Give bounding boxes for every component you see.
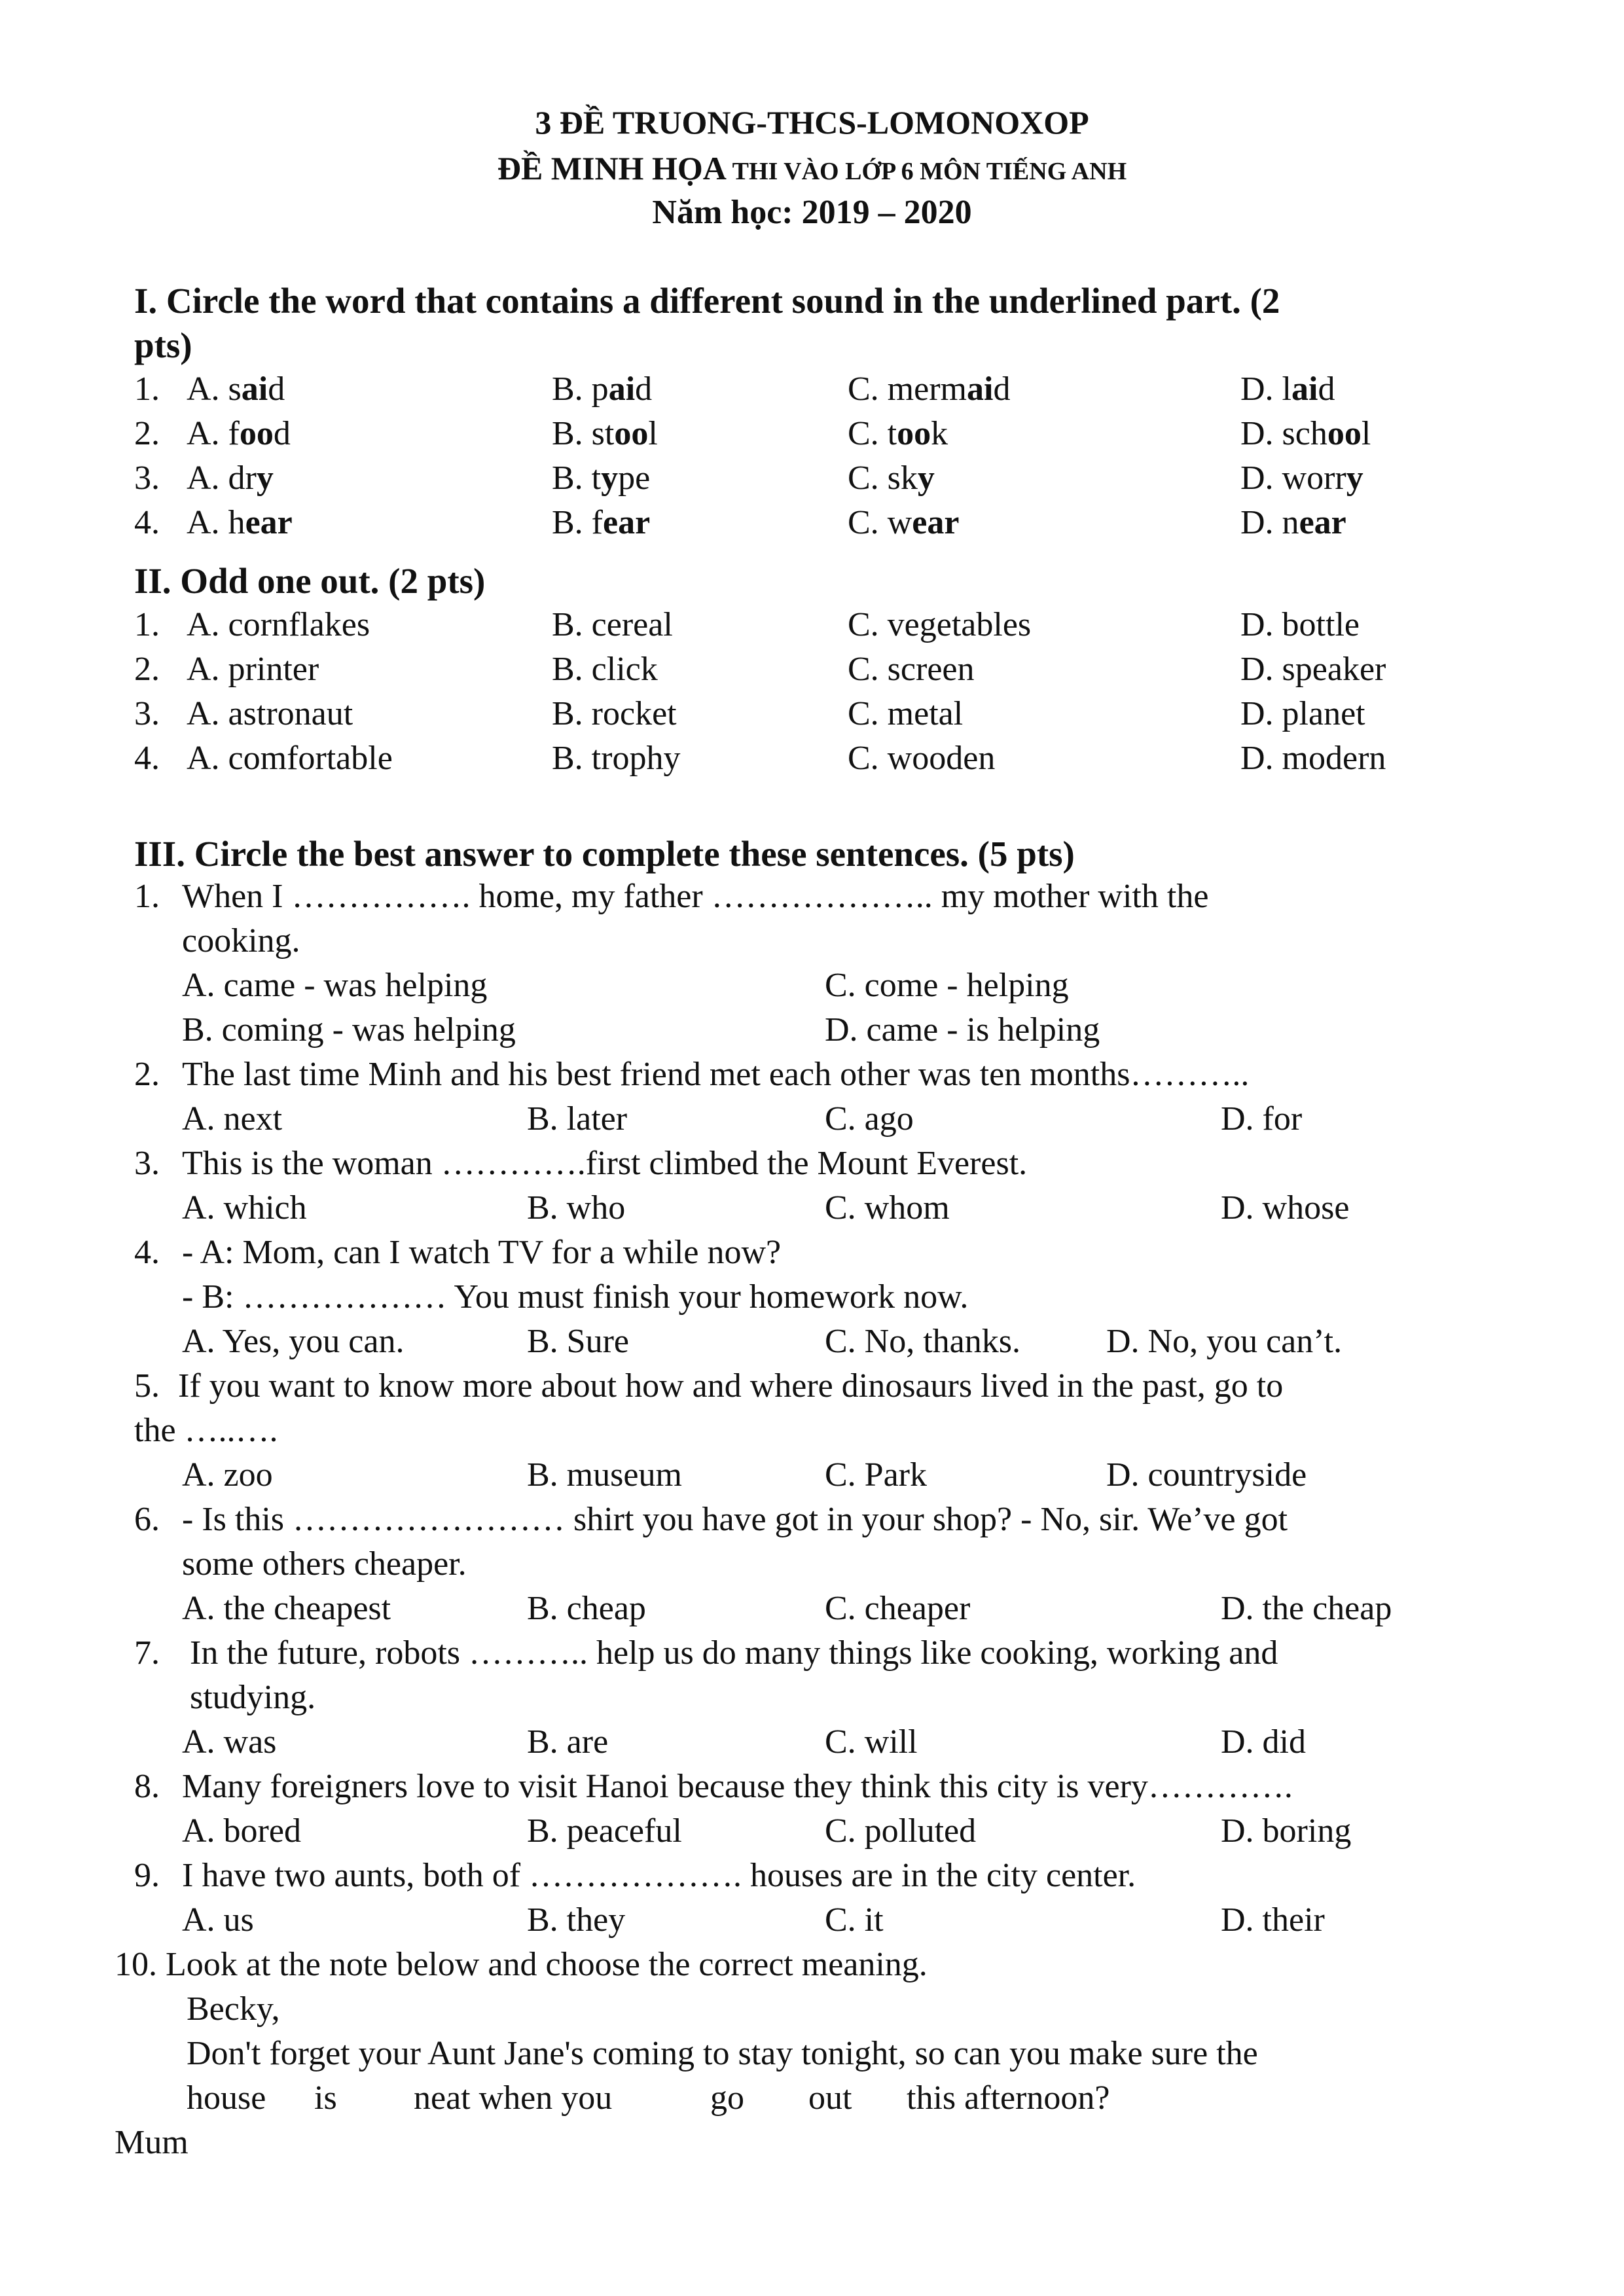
note-word-neat: neat when you	[414, 2079, 613, 2117]
q2-number: 2.	[134, 1056, 160, 1093]
s1-option-b[interactable]	[552, 459, 650, 498]
word-part: l	[648, 415, 658, 452]
s1-option-a[interactable]	[187, 414, 291, 454]
word-part: d	[1318, 370, 1335, 408]
section2-title: II. Odd one out. (2 pts)	[134, 561, 486, 601]
underlined-part: ai	[241, 370, 268, 408]
s2-option-b[interactable]: B. rocket	[552, 695, 677, 732]
q8-option-b[interactable]: B. peaceful	[527, 1812, 682, 1850]
q7-text: In the future, robots ……….. help us do many things like cooking, working and	[190, 1634, 1278, 1672]
word-part: A. h	[187, 504, 245, 541]
q2-option-b[interactable]: B. later	[527, 1100, 628, 1138]
q7-number: 7.	[134, 1634, 160, 1672]
q8-number: 8.	[134, 1768, 160, 1805]
q9-option-d[interactable]: D. their	[1221, 1901, 1325, 1939]
q4-option-b[interactable]: B. Sure	[527, 1323, 629, 1360]
word-part: C. merm	[848, 370, 967, 408]
q3-text: This is the woman ………….first climbed the Mount Everest.	[182, 1145, 1028, 1182]
q9-number: 9.	[134, 1857, 160, 1894]
q2-option-d[interactable]: D. for	[1221, 1100, 1303, 1138]
underlined-part: ai	[966, 370, 994, 408]
q3-option-a[interactable]: A. which	[182, 1189, 307, 1227]
s1-option-a[interactable]	[187, 459, 274, 498]
q7-option-b[interactable]: B. are	[527, 1723, 609, 1761]
q6-option-a[interactable]: A. the cheapest	[182, 1590, 391, 1627]
word-part: d	[993, 370, 1011, 408]
word-part: D. n	[1240, 504, 1299, 541]
word-part: pe	[618, 459, 651, 497]
underlined-part: oo	[897, 415, 931, 452]
s1-option-a[interactable]	[187, 370, 285, 409]
s2-option-d[interactable]: D. planet	[1240, 695, 1365, 732]
q7-option-a[interactable]: A. was	[182, 1723, 277, 1761]
q1-text-cont: cooking.	[182, 922, 300, 960]
s2-option-a[interactable]: A. astronaut	[187, 695, 353, 732]
q4-option-d[interactable]: D. No, you can’t.	[1106, 1323, 1343, 1360]
s1-option-c[interactable]	[848, 459, 935, 498]
doc-subtitle-main: ĐỀ MINH HỌA	[497, 150, 727, 187]
word-part: B. st	[552, 415, 615, 452]
word-part: C. sk	[848, 459, 918, 497]
word-part: A. s	[187, 370, 242, 408]
s2-option-c[interactable]: C. metal	[848, 695, 964, 732]
q9-option-b[interactable]: B. they	[527, 1901, 626, 1939]
word-part: D. l	[1240, 370, 1291, 408]
word-part: k	[931, 415, 948, 452]
underlined-part: ear	[1299, 504, 1346, 541]
q1-option-c[interactable]: C. come - helping	[825, 967, 1069, 1004]
s1-option-b[interactable]	[552, 414, 658, 454]
q3-option-d[interactable]: D. whose	[1221, 1189, 1350, 1227]
s2-option-b[interactable]: B. cereal	[552, 606, 673, 643]
q2-text: The last time Minh and his best friend met each other was ten months………..	[182, 1056, 1250, 1093]
doc-subtitle-rest: THI VÀO LỚP 6 MÔN TIẾNG ANH	[726, 158, 1127, 185]
s2-option-b[interactable]: B. trophy	[552, 740, 681, 777]
q4-text-cont: - B: ……………… You must finish your homework now.	[182, 1278, 969, 1316]
underlined-part: oo	[614, 415, 649, 452]
s2-row-number: 1.	[134, 606, 160, 643]
q8-option-c[interactable]: C. polluted	[825, 1812, 977, 1850]
word-part: d	[268, 370, 285, 408]
q3-option-c[interactable]: C. whom	[825, 1189, 950, 1227]
s1-option-d[interactable]	[1240, 503, 1346, 543]
word-part: A. f	[187, 415, 240, 452]
section3-title: III. Circle the best answer to complete these sentences. (5 pts)	[134, 834, 1075, 874]
q2-option-c[interactable]: C. ago	[825, 1100, 914, 1138]
note-line-1: Don't forget your Aunt Jane's coming to stay tonight, so can you make sure the	[187, 2035, 1258, 2072]
q6-option-c[interactable]: C. cheaper	[825, 1590, 971, 1627]
underlined-part: y	[256, 459, 274, 497]
s2-option-a[interactable]: A. printer	[187, 651, 319, 688]
q1-number: 1.	[134, 878, 160, 915]
q7-option-c[interactable]: C. will	[825, 1723, 918, 1761]
q8-option-a[interactable]: A. bored	[182, 1812, 301, 1850]
note-greeting: Becky,	[187, 1990, 280, 2028]
q5-option-d[interactable]: D. countryside	[1106, 1456, 1307, 1494]
s1-option-c[interactable]	[848, 370, 1010, 409]
s2-option-c[interactable]: C. wooden	[848, 740, 996, 777]
s2-option-c[interactable]: C. vegetables	[848, 606, 1032, 643]
s1-option-d[interactable]	[1240, 414, 1371, 454]
q8-option-d[interactable]: D. boring	[1221, 1812, 1352, 1850]
q9-option-c[interactable]: C. it	[825, 1901, 884, 1939]
s1-option-d[interactable]	[1240, 370, 1335, 409]
note-word-out: out	[808, 2079, 852, 2117]
s1-option-c[interactable]	[848, 503, 959, 543]
word-part: D. sch	[1240, 415, 1327, 452]
note-word-is: is	[314, 2079, 337, 2117]
word-part: B. f	[552, 504, 603, 541]
underlined-part: y	[1346, 459, 1363, 497]
word-part: d	[635, 370, 653, 408]
word-part: C. t	[848, 415, 897, 452]
q7-option-d[interactable]: D. did	[1221, 1723, 1306, 1761]
q6-option-b[interactable]: B. cheap	[527, 1590, 646, 1627]
q6-number: 6.	[134, 1501, 160, 1538]
q6-text-cont: some others cheaper.	[182, 1545, 467, 1583]
s1-row-number: 2.	[134, 415, 160, 452]
doc-subtitle	[0, 149, 1624, 187]
doc-title: 3 ĐỀ TRUONG-THCS-LOMONOXOP	[535, 104, 1089, 141]
underlined-part: ear	[245, 504, 293, 541]
note-signature: Mum	[115, 2124, 189, 2161]
q5-option-c[interactable]: C. Park	[825, 1456, 927, 1494]
word-part: C. w	[848, 504, 912, 541]
q5-option-b[interactable]: B. museum	[527, 1456, 682, 1494]
s1-option-d[interactable]	[1240, 459, 1363, 498]
s2-option-c[interactable]: C. screen	[848, 651, 975, 688]
underlined-part: ear	[603, 504, 651, 541]
note-word-house: house	[187, 2079, 266, 2117]
q1-text: When I ……………. home, my father ……………….. my mother with the	[182, 878, 1209, 915]
word-part: d	[273, 415, 291, 452]
q6-option-d[interactable]: D. the cheap	[1221, 1590, 1392, 1627]
word-part: B. p	[552, 370, 609, 408]
s1-option-a[interactable]	[187, 503, 293, 543]
underlined-part: ai	[1291, 370, 1318, 408]
q1-option-d[interactable]: D. came - is helping	[825, 1011, 1100, 1049]
underlined-part: oo	[1327, 415, 1362, 452]
q1-option-b[interactable]: B. coming - was helping	[182, 1011, 516, 1049]
q5-option-a[interactable]: A. zoo	[182, 1456, 273, 1494]
q4-number: 4.	[134, 1234, 160, 1271]
q1-option-a[interactable]: A. came - was helping	[182, 967, 488, 1004]
note-word-go: go	[710, 2079, 744, 2117]
word-part: A. dr	[187, 459, 257, 497]
q4-option-a[interactable]: A. Yes, you can.	[182, 1323, 405, 1360]
q7-text-cont: studying.	[190, 1679, 316, 1716]
q2-option-a[interactable]: A. next	[182, 1100, 283, 1138]
q8-text: Many foreigners love to visit Hanoi because they think this city is very………….	[182, 1768, 1293, 1805]
q4-text: - A: Mom, can I watch TV for a while now?	[182, 1234, 782, 1271]
q3-number: 3.	[134, 1145, 160, 1182]
word-part: l	[1361, 415, 1371, 452]
s2-option-d[interactable]: D. bottle	[1240, 606, 1360, 643]
q6-text: - Is this …………………… shirt you have got in your shop? - No, sir. We’ve got	[182, 1501, 1288, 1538]
underlined-part: oo	[239, 415, 274, 452]
section1-title-cont: pts)	[134, 325, 192, 365]
word-part: B. t	[552, 459, 602, 497]
s1-option-b[interactable]	[552, 370, 652, 409]
q5-text: If you want to know more about how and where dinosaurs lived in the past, go to	[178, 1367, 1284, 1405]
q5-text-cont: the …..….	[134, 1412, 278, 1449]
word-part: D. worr	[1240, 459, 1346, 497]
q3-option-b[interactable]: B. who	[527, 1189, 626, 1227]
underlined-part: y	[601, 459, 619, 497]
s1-row-number: 4.	[134, 504, 160, 541]
underlined-part: y	[917, 459, 935, 497]
s2-option-d[interactable]: D. speaker	[1240, 651, 1386, 688]
s2-option-a[interactable]: A. cornflakes	[187, 606, 370, 643]
s2-option-a[interactable]: A. comfortable	[187, 740, 393, 777]
q4-option-c[interactable]: C. No, thanks.	[825, 1323, 1020, 1360]
s2-option-b[interactable]: B. click	[552, 651, 658, 688]
q9-option-a[interactable]: A. us	[182, 1901, 254, 1939]
section1-title: I. Circle the word that contains a different sound in the underlined part. (2	[134, 281, 1280, 321]
q5-number: 5.	[134, 1367, 160, 1405]
s1-row-number: 1.	[134, 370, 160, 408]
q10-text: 10. Look at the note below and choose the correct meaning.	[115, 1946, 928, 1983]
s2-row-number: 4.	[134, 740, 160, 777]
underlined-part: ear	[912, 504, 960, 541]
s2-option-d[interactable]: D. modern	[1240, 740, 1386, 777]
q9-text: I have two aunts, both of ………………. houses are in the city center.	[182, 1857, 1136, 1894]
s1-row-number: 3.	[134, 459, 160, 497]
s1-option-b[interactable]	[552, 503, 650, 543]
s2-row-number: 2.	[134, 651, 160, 688]
s1-option-c[interactable]	[848, 414, 948, 454]
underlined-part: ai	[608, 370, 636, 408]
s2-row-number: 3.	[134, 695, 160, 732]
school-year: Năm học: 2019 – 2020	[652, 194, 972, 231]
note-word-afternoon: this afternoon?	[907, 2079, 1110, 2117]
